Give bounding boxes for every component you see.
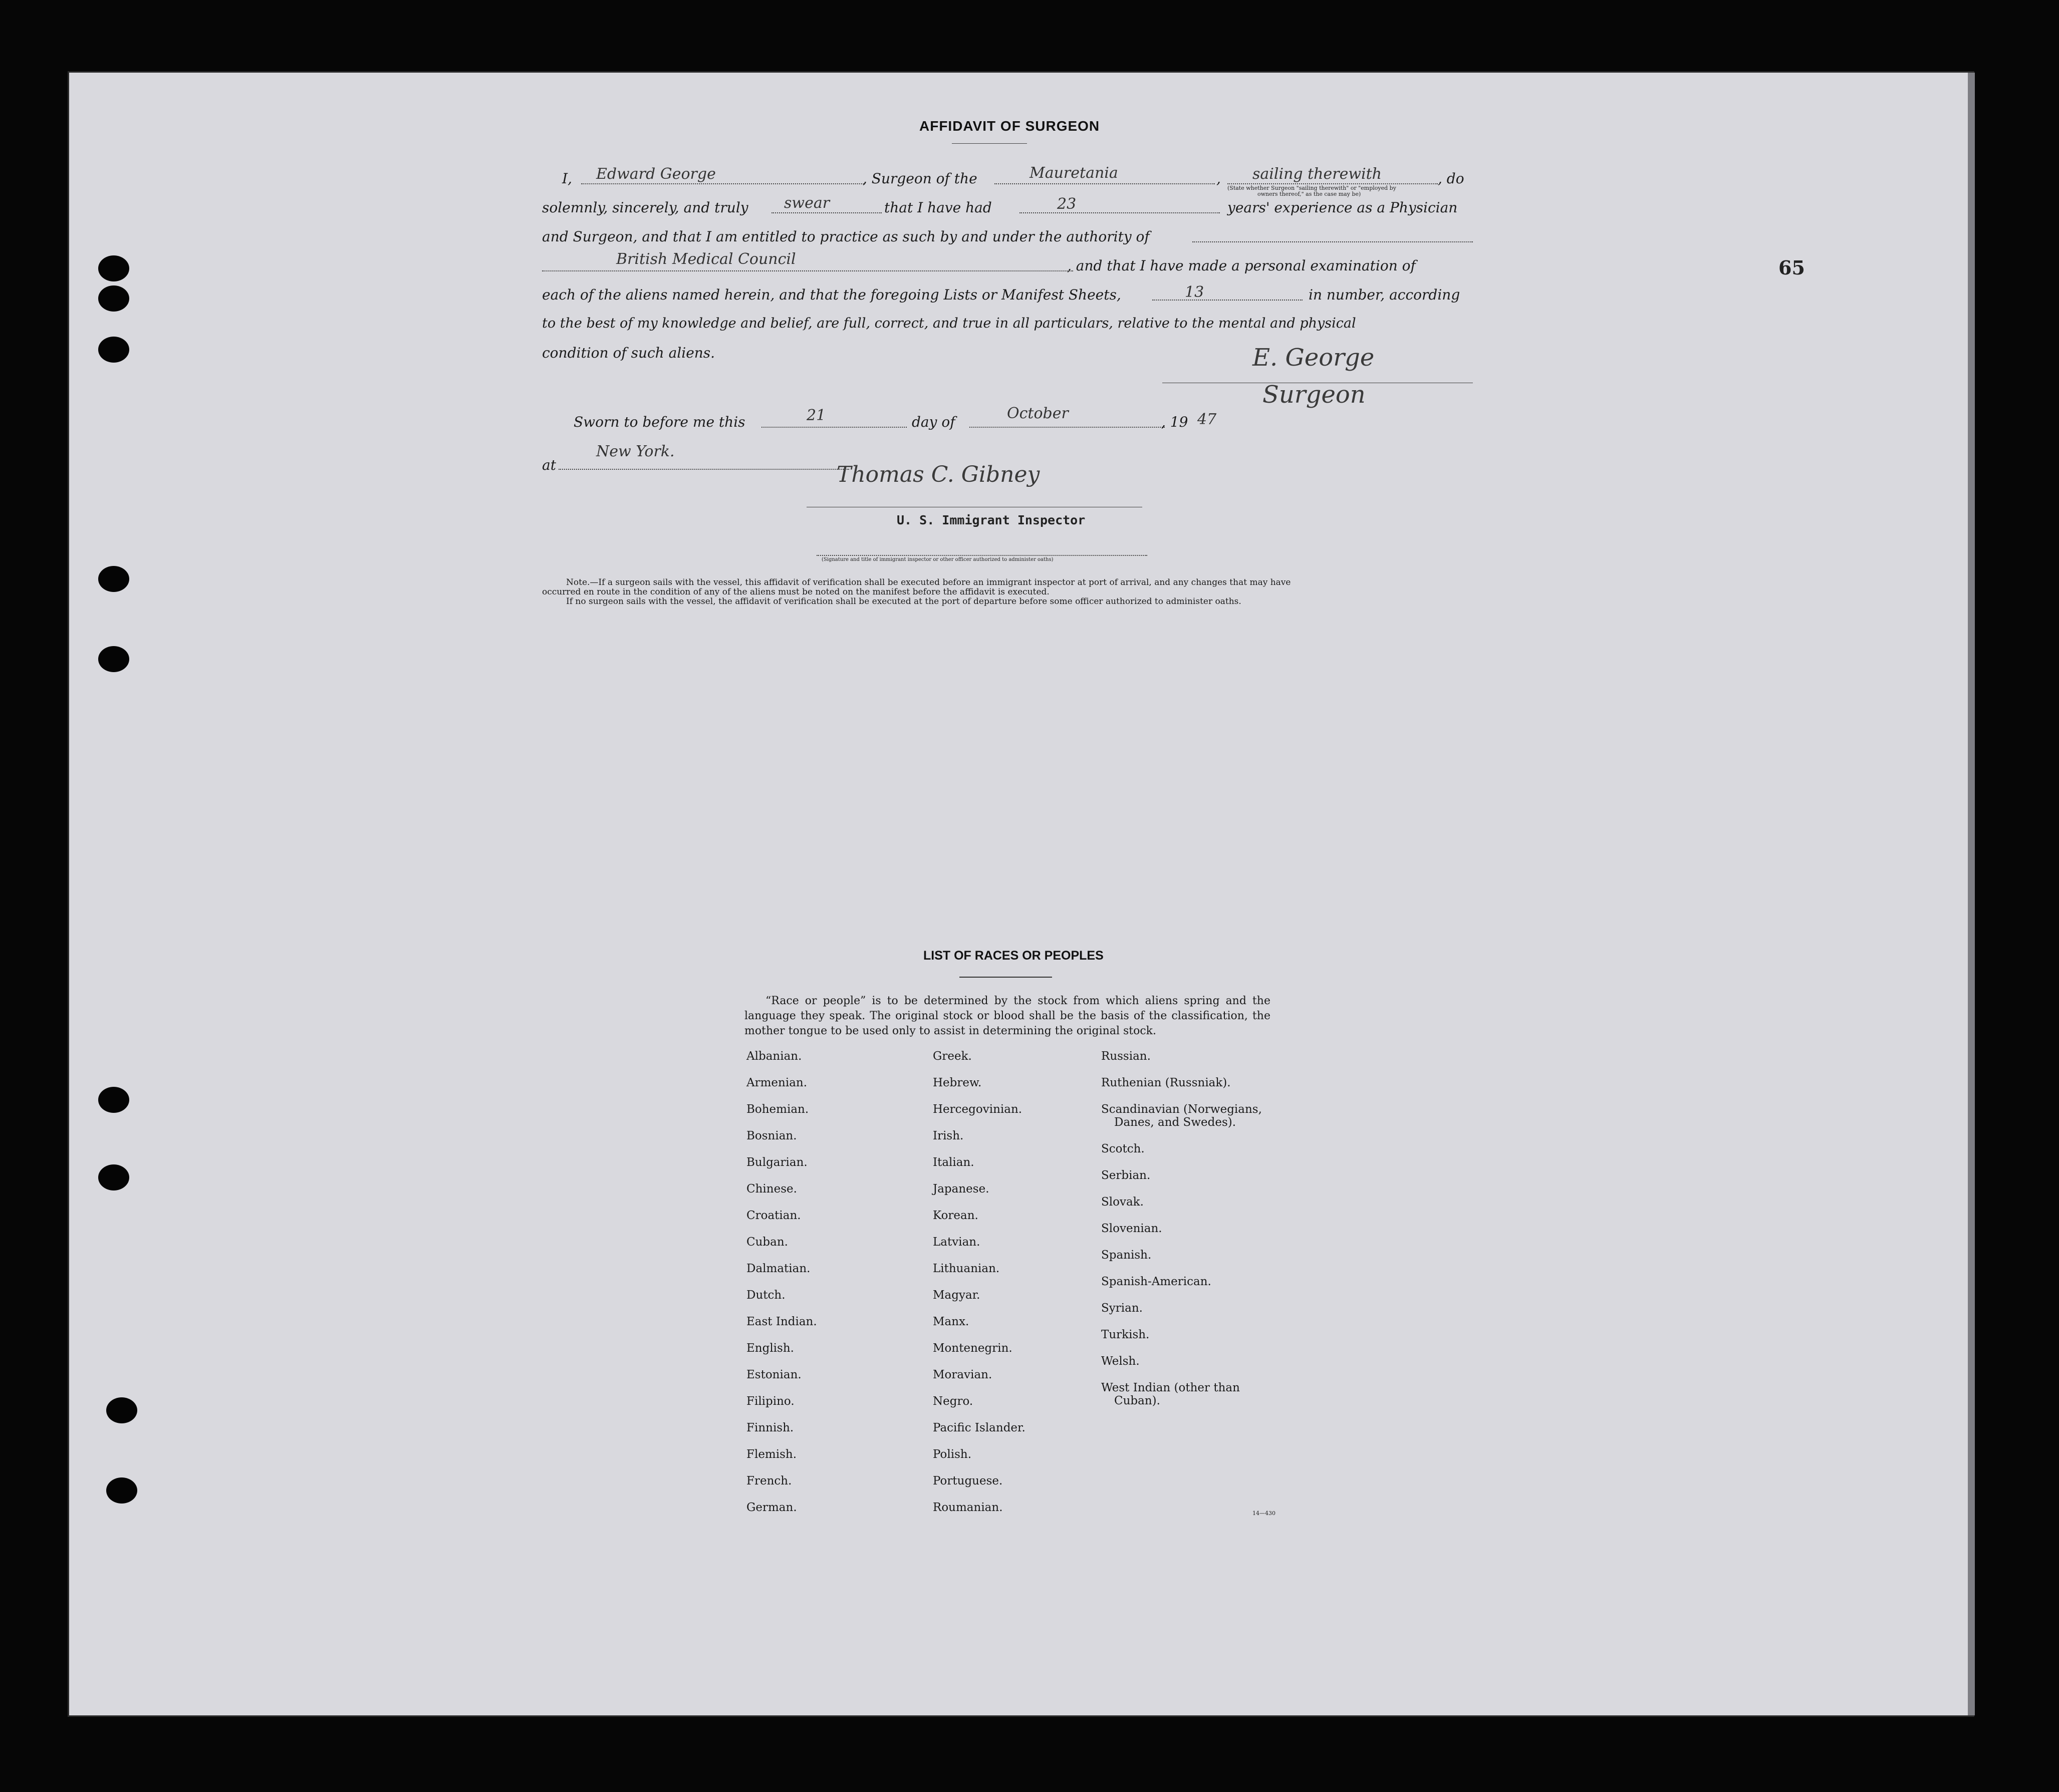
- binder-hole: [98, 285, 129, 312]
- binder-hole: [106, 1397, 137, 1423]
- race-item: East Indian.: [746, 1315, 817, 1328]
- races-intro: “Race or people” is to be determined by the stock from which aliens spring and the language they speak. The original stock or blood shall be the basis of the classification, the mother tongue to be used only to assist in determining the original stock.: [744, 995, 1270, 1037]
- race-item: Scotch.: [1101, 1142, 1145, 1155]
- oath-word: swear: [784, 194, 830, 212]
- sailing-note: [1227, 185, 1396, 197]
- race-item: Filipino.: [746, 1395, 795, 1408]
- vessel-line: [994, 183, 1215, 184]
- inspector-signature: Thomas C. Gibney: [837, 462, 1040, 487]
- race-item: Greek.: [933, 1050, 972, 1063]
- race-item: Syrian.: [1101, 1302, 1143, 1315]
- binder-hole: [98, 1164, 129, 1190]
- race-item: Pacific Islander.: [933, 1421, 1025, 1434]
- race-item: Negro.: [933, 1395, 973, 1408]
- text-years-experience: years' experience as a Physician: [1227, 199, 1458, 216]
- race-item: French.: [746, 1474, 792, 1487]
- text-surgeon-of: , Surgeon of the: [863, 170, 977, 187]
- text-comma: ,: [1216, 170, 1221, 187]
- surgeon-signature: E. George: [1252, 344, 1375, 372]
- text-in-number: in number, according: [1309, 286, 1460, 303]
- surgeon-name: Edward George: [596, 165, 716, 183]
- authority-line-top: [1192, 241, 1473, 242]
- race-item: Japanese.: [933, 1182, 989, 1196]
- race-item: Irish.: [933, 1129, 964, 1142]
- authority: British Medical Council: [616, 250, 796, 268]
- years-line: [1019, 212, 1220, 213]
- authority-line: [542, 270, 1073, 271]
- text-solemnly: solemnly, sincerely, and truly: [542, 199, 748, 216]
- race-item: Chinese.: [746, 1182, 797, 1196]
- races-column-3: [1101, 1050, 1262, 1421]
- binder-hole: [98, 646, 129, 672]
- race-item: Spanish.: [1101, 1249, 1152, 1262]
- race-item: Italian.: [933, 1156, 974, 1169]
- race-item: Bosnian.: [746, 1129, 797, 1142]
- text-condition: condition of such aliens.: [542, 345, 715, 361]
- text-and-surgeon: and Surgeon, and that I am entitled to practice as such by and under the authority of: [542, 228, 1150, 245]
- races-column-2: [933, 1050, 1025, 1528]
- race-item: Hebrew.: [933, 1076, 982, 1089]
- race-item: Slovenian.: [1101, 1222, 1162, 1235]
- race-item-line: Cuban).: [1114, 1394, 1160, 1407]
- text-best-knowledge: to the best of my knowledge and belief, are full, correct, and true in all particulars, relative to the mental and physical: [542, 316, 1356, 331]
- inspector-caption: (Signature and title of immigrant inspector or other officer authorized to administer oaths): [822, 557, 1054, 562]
- title-rule: [952, 143, 1027, 144]
- race-item: Finnish.: [746, 1421, 794, 1434]
- sheets-value: 13: [1185, 283, 1204, 301]
- race-item: Moravian.: [933, 1368, 992, 1381]
- years-value: 23: [1057, 195, 1077, 213]
- page-edge: [1968, 73, 1975, 1715]
- note-line1: Note.—If a surgeon sails with the vessel, this affidavit of verification shall be executed before an immigrant inspector at port of arrival, and any changes that may have: [566, 577, 1291, 587]
- binder-hole: [106, 1477, 137, 1504]
- race-item: Lithuanian.: [933, 1262, 1000, 1275]
- races-column-1: [746, 1050, 817, 1528]
- race-item: Armenian.: [746, 1076, 808, 1089]
- text-sworn: Sworn to before me this: [574, 414, 745, 430]
- surgeon-title-handwritten: Surgeon: [1262, 381, 1366, 409]
- race-item: Ruthenian (Russniak).: [1101, 1076, 1231, 1089]
- race-item: Albanian.: [746, 1050, 802, 1063]
- race-item: Bulgarian.: [746, 1156, 808, 1169]
- race-item: Flemish.: [746, 1448, 797, 1461]
- note-line2: occurred en route in the condition of any of the aliens must be noted on the manifest before the affidavit is executed.: [542, 587, 1050, 597]
- year-value: 47: [1197, 411, 1217, 428]
- binder-hole: [98, 337, 129, 363]
- race-item-line: West Indian (other than: [1101, 1381, 1240, 1394]
- race-item: Polish.: [933, 1448, 972, 1461]
- race-item: Turkish.: [1101, 1328, 1150, 1341]
- text-i: I,: [562, 170, 572, 187]
- place-line: [559, 469, 849, 470]
- race-item-line: Danes, and Swedes).: [1114, 1116, 1236, 1129]
- place-value: New York.: [596, 443, 675, 460]
- race-item-line: Scandinavian (Norwegians,: [1101, 1103, 1262, 1116]
- race-item: Portuguese.: [933, 1474, 1003, 1487]
- note-line3: If no surgeon sails with the vessel, the affidavit of verification shall be executed at the port of departure before some officer authorized to administer oaths.: [566, 596, 1241, 607]
- vessel-name: Mauretania: [1030, 164, 1118, 182]
- race-item: Spanish-American.: [1101, 1275, 1211, 1288]
- races-title: LIST OF RACES OR PEOPLES: [923, 949, 1104, 963]
- binder-hole: [98, 566, 129, 592]
- race-item: Estonian.: [746, 1368, 802, 1381]
- sailing-status: sailing therewith: [1252, 165, 1382, 183]
- day-line: [761, 427, 907, 428]
- race-item: English.: [746, 1342, 794, 1355]
- affidavit-note: [542, 578, 1291, 607]
- inspector-title: U. S. Immigrant Inspector: [897, 513, 1086, 527]
- race-item: Serbian.: [1101, 1169, 1151, 1182]
- race-item: Dutch.: [746, 1289, 786, 1302]
- race-item: Hercegovinian.: [933, 1103, 1022, 1116]
- day-value: 21: [807, 407, 826, 424]
- form-number: 14—430: [1252, 1510, 1275, 1517]
- text-each-alien: each of the aliens named herein, and that the foregoing Lists or Manifest Sheets,: [542, 286, 1121, 303]
- month-line: [969, 427, 1165, 428]
- inspector-caption-line: [817, 555, 1147, 556]
- race-item: Montenegrin.: [933, 1342, 1012, 1355]
- text-year-prefix: , 19: [1161, 414, 1188, 430]
- sailing-note-line1: (State whether Surgeon "sailing therewith" or "employed by: [1227, 185, 1396, 191]
- race-item: Russian.: [1101, 1050, 1151, 1063]
- race-item: Dalmatian.: [746, 1262, 811, 1275]
- sailing-note-line2: owners thereof," as the case may be): [1257, 191, 1361, 197]
- race-item: Roumanian.: [933, 1501, 1003, 1514]
- race-item: German.: [746, 1501, 797, 1514]
- text-at: at: [542, 457, 556, 473]
- race-item: Korean.: [933, 1209, 978, 1222]
- race-item: Welsh.: [1101, 1355, 1140, 1368]
- month-value: October: [1007, 405, 1069, 422]
- text-do: , do: [1438, 170, 1464, 187]
- text-day-of: day of: [912, 414, 955, 430]
- oath-line: [771, 212, 882, 213]
- surgeon-name-line: [581, 183, 864, 184]
- text-personal-exam: , and that I have made a personal examination of: [1067, 257, 1416, 274]
- race-item: Bohemian.: [746, 1103, 809, 1116]
- affidavit-title: AFFIDAVIT OF SURGEON: [919, 118, 1100, 134]
- race-item: Manx.: [933, 1315, 969, 1328]
- race-item: Croatian.: [746, 1209, 801, 1222]
- race-item: Latvian.: [933, 1236, 980, 1249]
- races-title-rule: [959, 977, 1052, 978]
- race-item-multiline: [1101, 1103, 1262, 1142]
- race-item: Magyar.: [933, 1289, 980, 1302]
- race-item: Slovak.: [1101, 1196, 1144, 1209]
- race-item: Cuban.: [746, 1236, 788, 1249]
- sailing-line: [1227, 183, 1438, 184]
- race-item-multiline: [1101, 1381, 1262, 1421]
- binder-hole: [98, 1087, 129, 1113]
- page-number: 65: [1778, 256, 1805, 279]
- sheets-line: [1152, 300, 1303, 301]
- binder-hole: [98, 255, 129, 281]
- text-had: that I have had: [884, 199, 992, 216]
